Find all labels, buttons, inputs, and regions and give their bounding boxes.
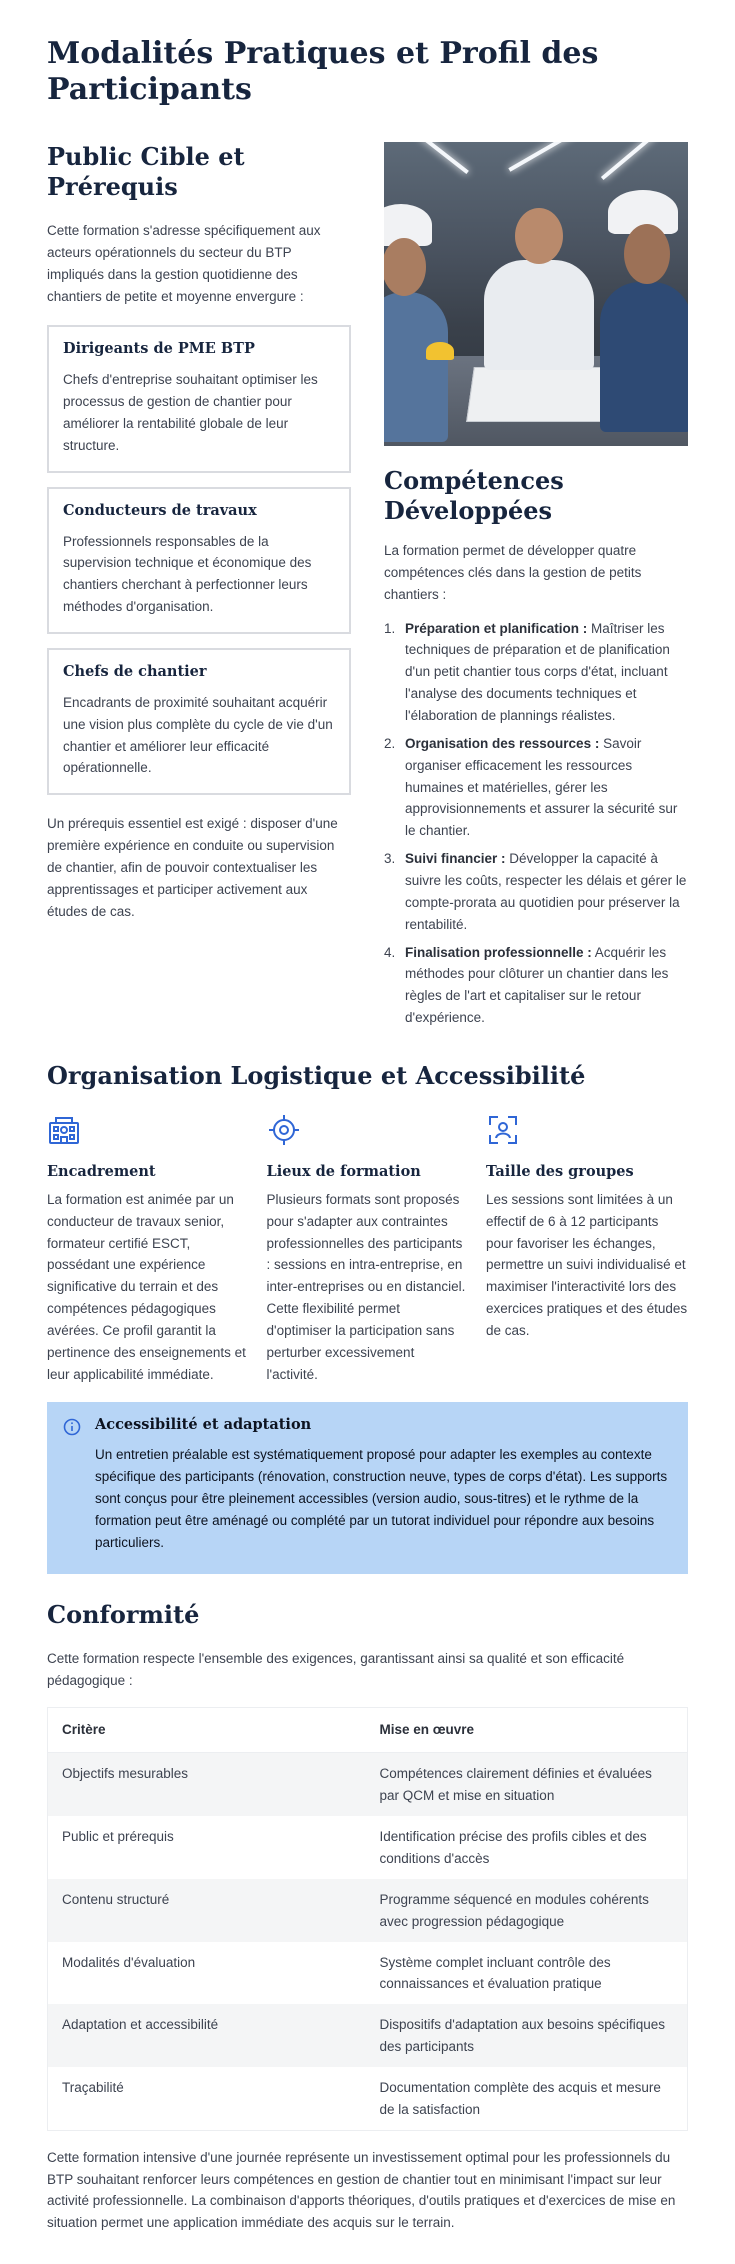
logistics-text: La formation est animée par un conducteur de travaux senior, formateur certifié ESCT, possédant une expérience significative du terrain et des compétences pédagogiques avérées. Ce profil garantit la pertinence des enseignements et leur applicabilité immédiate.	[47, 1191, 246, 1382]
hero-photo	[384, 142, 688, 446]
table-row	[48, 1753, 688, 1816]
profile-text: Encadrants de proximité souhaitant acquérir une vision plus complète du cycle de vie d'un chantier et améliorer leur efficacité opérationnelle.	[63, 694, 333, 776]
table-cell: Traçabilité	[62, 2079, 124, 2095]
table-cell: Documentation complète des acquis et mesure de la satisfaction	[379, 2079, 661, 2117]
closing-text: Cette formation intensive d'une journée représente un investissement optimal pour les professionnels du BTP souhaitant renforcer leurs compétences en gestion de chantier tout en minimisant l'impact sur leur activité professionnelle. La combinaison d'apports théoriques, d'outils pratiques et d'exercices de mise en situation permet une application immédiate des acquis sur le terrain.	[47, 2149, 676, 2231]
profile-title: Dirigeants de PME BTP	[63, 340, 255, 358]
profile-card-dirigeants	[47, 325, 351, 472]
conformity-title: Conformité	[47, 1599, 200, 1629]
logistics-title: Organisation Logistique et Accessibilité	[47, 1061, 586, 1091]
profile-card-chefs	[47, 648, 351, 795]
list-number: 2.	[384, 735, 396, 751]
location-target-icon	[267, 1113, 301, 1147]
list-number: 4.	[384, 944, 396, 960]
table-row	[48, 1816, 688, 1879]
list-number: 3.	[384, 851, 396, 867]
logistics-section	[47, 1061, 688, 1574]
public-column	[47, 142, 351, 1035]
logistics-col-lieux	[267, 1113, 469, 1386]
logistics-columns	[47, 1113, 688, 1386]
logistics-col-encadrement	[47, 1113, 249, 1386]
skill-label: Préparation et planification :	[405, 620, 588, 636]
table-cell: Dispositifs d'adaptation aux besoins spécifiques des participants	[366, 2004, 688, 2067]
skill-text: Maîtriser les techniques de préparation et de planification d'un petit chantier tous corps d'état, incluant l'analyse des documents techniques et l'élaboration de plannings réalistes.	[405, 620, 670, 724]
table-header-row	[48, 1708, 688, 1753]
table-row	[48, 1942, 688, 2005]
skill-label: Organisation des ressources :	[405, 735, 600, 751]
profile-text: Chefs d'entreprise souhaitant optimiser les processus de gestion de chantier pour améliorer la rentabilité globale de leur structure.	[63, 372, 318, 453]
list-number: 1.	[384, 620, 396, 636]
profile-card-conducteurs	[47, 487, 351, 634]
skills-intro: La formation permet de développer quatre compétences clés dans la gestion de petits chantiers :	[384, 543, 642, 602]
table-row	[48, 2004, 688, 2067]
table-cell: Identification précise des profils cibles et des conditions d'accès	[379, 1829, 647, 1866]
public-title: Public Cible et Prérequis	[47, 142, 245, 201]
table-row	[48, 1879, 688, 1942]
logistics-text: Les sessions sont limitées à un effectif de 6 à 12 participants pour favoriser les échanges, permettre un suivi individualisé et maximiser l'interactivité lors des exercices pratiques et des études de cas.	[486, 1191, 688, 1339]
column-header-criterion: Critère	[48, 1708, 366, 1753]
profile-title: Chefs de chantier	[63, 663, 207, 680]
table-row	[48, 2067, 688, 2130]
logistics-heading: Taille des groupes	[486, 1163, 634, 1181]
table-cell: Adaptation et accessibilité	[48, 2004, 366, 2067]
list-item	[384, 942, 688, 1029]
group-icon	[486, 1113, 520, 1147]
profile-text: Professionnels responsables de la supervision technique et économique des chantiers cherchant à perfectionner leurs méthodes d'organisation.	[63, 533, 312, 615]
info-icon	[63, 1418, 81, 1436]
logistics-heading: Lieux de formation	[266, 1163, 421, 1181]
accessibility-callout	[47, 1402, 688, 1574]
profile-title: Conducteurs de travaux	[63, 501, 257, 519]
skills-column	[384, 142, 688, 1035]
logistics-col-groupes	[486, 1113, 688, 1386]
building-icon	[47, 1113, 81, 1147]
conformity-intro: Cette formation respecte l'ensemble des exigences, garantissant ainsi sa qualité et son efficacité pédagogique :	[47, 1650, 625, 1688]
column-header-implementation: Mise en œuvre	[366, 1708, 688, 1753]
callout-title: Accessibilité et adaptation	[95, 1415, 312, 1433]
table-cell: Système complet incluant contrôle des connaissances et évaluation pratique	[379, 1954, 611, 1992]
list-item	[384, 733, 688, 842]
skill-text: Développer la capacité à suivre les coûts, respecter les délais et gérer le compte-prorata au quotidien pour préserver la rentabilité.	[405, 851, 687, 932]
table-cell: Public et prérequis	[62, 1829, 174, 1845]
conformity-table	[47, 1707, 688, 2130]
skill-label: Finalisation professionnelle :	[405, 944, 592, 960]
skills-list	[384, 618, 688, 1029]
skills-title: Compétences Développées	[384, 466, 564, 525]
conformity-section	[47, 1600, 688, 2234]
table-cell: Modalités d'évaluation	[62, 1954, 196, 1970]
page-title: Modalités Pratiques et Profil des Participants	[47, 36, 599, 107]
table-cell: Objectifs mesurables	[48, 1753, 366, 1816]
logistics-text: Plusieurs formats sont proposés pour s'adapter aux contraintes professionnelles des participants : sessions en intra-entreprise, en inter-entreprises ou en distanciel. Cette flexibilité permet d'optimiser la participation sans perturber excessivement l'activité.	[266, 1191, 466, 1382]
prereq-text: Un prérequis essentiel est exigé : disposer d'une première expérience en conduite ou supervision de chantier, afin de pouvoir contextualiser les apprentissages et participer activement aux études de cas.	[47, 816, 338, 919]
table-cell: Compétences clairement définies et évaluées par QCM et mise en situation	[366, 1753, 688, 1816]
logistics-heading: Encadrement	[47, 1163, 156, 1181]
table-cell: Contenu structuré	[48, 1879, 366, 1942]
intro-section	[47, 142, 688, 1035]
list-item	[384, 618, 688, 727]
skill-label: Suivi financier :	[405, 851, 506, 867]
skill-text: Acquérir les méthodes pour clôturer un chantier dans les règles de l'art et capitaliser sur le retour d'expérience.	[405, 944, 669, 1026]
list-item	[384, 848, 688, 935]
skill-text: Savoir organiser efficacement les ressources humaines et matérielles, gérer les approvisionnements et assurer la sécurité sur le chantier.	[405, 735, 678, 839]
table-cell: Programme séquencé en modules cohérents avec progression pédagogique	[366, 1879, 688, 1942]
public-intro: Cette formation s'adresse spécifiquement aux acteurs opérationnels du secteur du BTP impliqués dans la gestion quotidienne des chantiers de petite et moyenne envergure :	[47, 223, 321, 304]
callout-text: Un entretien préalable est systématiquement proposé pour adapter les exemples au contexte spécifique des participants (rénovation, construction neuve, types de corps d'état). Les supports sont conçus pour être pleinement accessibles (version audio, sous-titres) et le rythme de la formation peut être aménagé ou complété par un tutorat individuel pour répondre aux besoins particuliers.	[95, 1447, 668, 1550]
